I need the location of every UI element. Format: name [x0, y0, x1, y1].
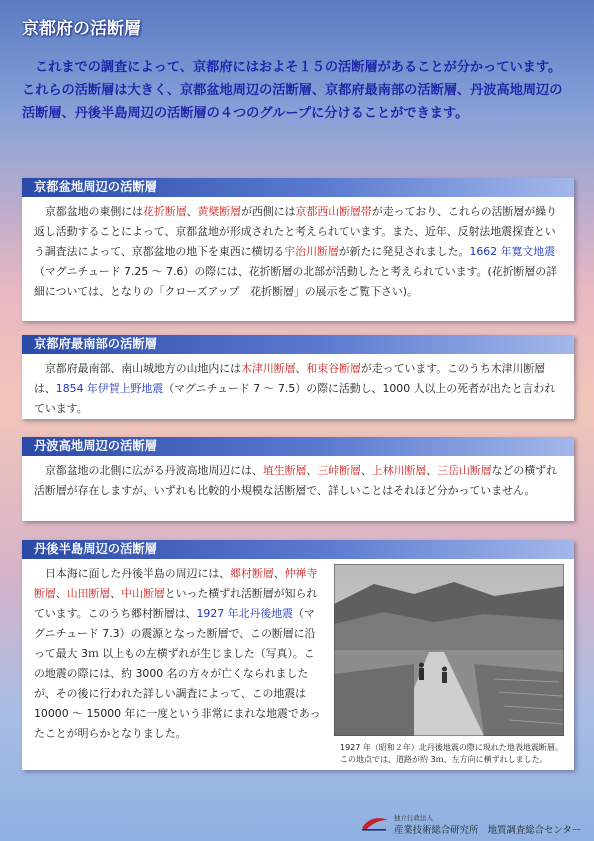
aist-logo-icon — [360, 814, 390, 832]
south-faults-heading: 京都府最南部の活断層 — [22, 335, 574, 354]
south-faults-card — [22, 335, 574, 419]
page-title: 京都府の活断層 — [22, 19, 141, 39]
earthquake-name: 1927 年北丹後地震 — [196, 607, 294, 620]
fault-name: 花折断層 — [143, 205, 187, 218]
fault-name: 黄檗断層 — [197, 205, 242, 218]
fault-name: 三峠断層 — [317, 464, 361, 477]
fault-name: 埴生断層 — [262, 464, 307, 477]
basin-faults-card — [22, 178, 574, 321]
earthquake-name: 1662 年寛文地震 — [469, 245, 556, 258]
fault-name: 中山断層 — [121, 587, 165, 600]
basin-faults-heading: 京都盆地周辺の活断層 — [22, 178, 574, 197]
org-type: 独立行政法人 — [394, 814, 433, 822]
tamba-faults-text: 京都盆地の北側に広がる丹波高地周辺には、埴生断層、三峠断層、上林川断層、三岳山断層などの横ずれ活断層が存在しますが、いずれも比較的小規模な活断層で、詳しいことはそれほど分かっていません。 — [34, 464, 557, 497]
fault-name: 郷村断層 — [230, 567, 274, 580]
photo-figure — [334, 564, 564, 766]
fault-road-photo — [334, 564, 564, 736]
fault-name: 木津川断層 — [241, 362, 296, 375]
tamba-faults-card — [22, 437, 574, 521]
earthquake-name: 1854 年伊賀上野地震 — [55, 382, 164, 395]
tango-faults-text: 日本海に面した丹後半島の周辺には、郷村断層、仲禅寺断層、山田断層、中山断層といった横ずれ活断層が知られています。このうち郷村断層は、1927 年北丹後地震（マグニチュード 7.3）の震源となった断層で、この断層に沿って最大 3ｍ 以上もの左横ずれが生じました（写真）。この地震の際には、約 3000 名の方々が亡くなられましたが、その後に行われた詳しい調査によって、この地震は 10000 〜 15000 年に一度という非常にまれな地震であったことが明らかとなりました。 — [34, 567, 321, 740]
org-name: 産業技術総合研究所 地質調査総合センター — [394, 825, 582, 836]
fault-name: 宇治川断層 — [284, 245, 339, 258]
fault-name: 三岳山断層 — [437, 464, 492, 477]
tango-faults-heading: 丹後半島周辺の活断層 — [22, 540, 574, 559]
photo-caption: 1927 年（昭和２年）北丹後地震の際に現れた地表地震断層。 この地点では、道路が約 3ｍ、左方向に横ずれしました。 — [340, 743, 563, 764]
fault-name: 和束谷断層 — [306, 362, 361, 375]
tango-faults-card — [22, 540, 574, 770]
fault-name: 仲禅寺断層 — [34, 567, 318, 600]
fault-name: 上林川断層 — [371, 464, 427, 477]
fault-name: 山田断層 — [66, 587, 111, 600]
south-faults-text: 京都府最南部、南山城地方の山地内には木津川断層、和束谷断層が走っています。このうち木津川断層は、1854 年伊賀上野地震（マグニチュード 7 〜 7.5）の際に活動し、1000 人以上の死者が出たと言われています。 — [34, 362, 556, 415]
fault-name: 京都西山断層帯 — [295, 205, 372, 218]
tamba-faults-heading: 丹波高地周辺の活断層 — [22, 437, 574, 456]
intro-paragraph: これまでの調査によって、京都府にはおよそ１５の活断層があることが分かっています。これらの活断層は大きく、京都盆地周辺の活断層、京都府最南部の活断層、丹波高地周辺の活断層、丹後半島周辺の活断層の４つのグループに分けることができます。 — [22, 60, 563, 121]
basin-faults-text: 京都盆地の東側には花折断層、黄檗断層が西側には京都西山断層帯が走っており、これらの活断層が繰り返し活動することによって、京都盆地が形成されたと考えられています。また、近年、反射法地震探査という調査法によって、京都盆地の地下を東西に横切る宇治川断層が新たに発見されました。1662 年寛文地震（マグニチュード 7.25 〜 7.6）の際には、花折断層の北部が活動したと考えられています。(花折断層の詳細については、となりの「クローズアップ 花折断層」の展示をご覧下さい)。 — [34, 205, 558, 298]
